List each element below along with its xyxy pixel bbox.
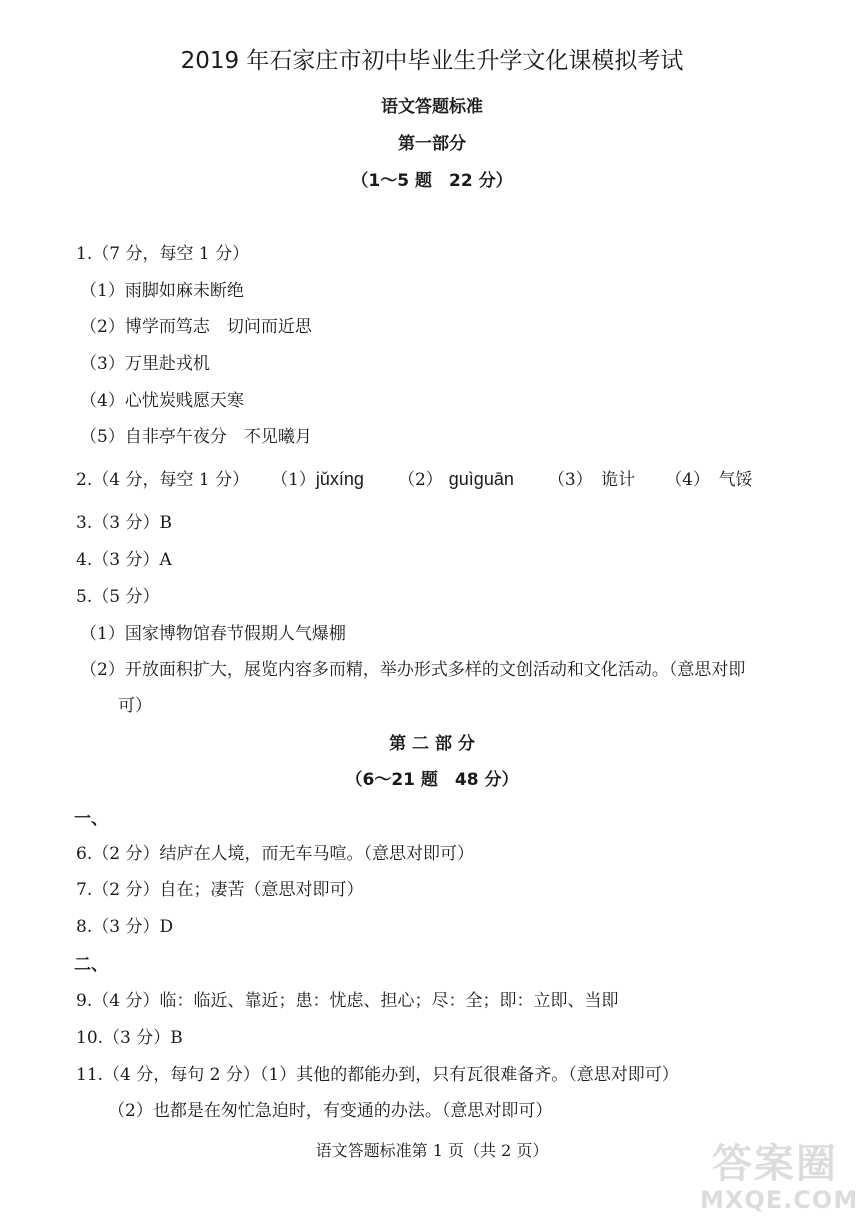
part1-title: 第一部分 — [398, 134, 466, 154]
q10-answer: 10.（3 分）B — [76, 1028, 183, 1048]
q5-head: 5.（5 分） — [76, 587, 160, 607]
q6-answer: 6.（2 分）结庐在人境，而无车马喧。（意思对即可） — [76, 844, 474, 864]
q2-answer-1-pinyin: jǔxíng — [315, 469, 364, 489]
watermark-main-text: 答案圈 — [712, 1141, 838, 1187]
q2-line — [76, 468, 753, 491]
q1-item-4: （4）心忧炭贱愿天寒 — [80, 391, 244, 411]
q2-head: 2.（4 分，每空 1 分） — [76, 470, 250, 490]
q2-answer-2-pinyin: guìguān — [448, 469, 514, 489]
q7-answer: 7.（2 分）自在；凄苦（意思对即可） — [76, 880, 364, 900]
q5-item-1: （1）国家博物馆春节假期人气爆棚 — [80, 624, 346, 644]
q1-head: 1.（7 分，每空 1 分） — [76, 244, 250, 264]
q8-answer: 8.（3 分）D — [76, 917, 174, 937]
part2-range: （6～21 题 48 分） — [345, 770, 519, 790]
q1-item-5: （5）自非亭午夜分 不见曦月 — [80, 427, 312, 447]
q1-item-3: （3）万里赴戎机 — [80, 354, 210, 374]
page-footer: 语文答题标准第 1 页（共 2 页） — [315, 1141, 549, 1160]
q11-line-1: 11.（4 分，每句 2 分）（1）其他的都能办到，只有瓦很难备齐。（意思对即可） — [76, 1065, 679, 1085]
q2-answer-3: （3） 诡计 — [547, 470, 636, 490]
q2-answer-4: （4） 气馁 — [665, 470, 753, 490]
watermark-site-text: MXQE.COM — [700, 1186, 859, 1214]
q2-answer-2-label: （2） — [397, 470, 443, 490]
q5-item-2-line-2: 可） — [118, 696, 152, 716]
section-2-heading: 二、 — [74, 955, 108, 975]
part2-title: 第 二 部 分 — [389, 734, 475, 754]
q1-item-1: （1）雨脚如麻未断绝 — [80, 281, 244, 301]
q2-answer-1-label: （1） — [271, 470, 316, 490]
q9-answer: 9.（4 分）临：临近、靠近；患：忧虑、担心；尽：全；即：立即、当即 — [76, 991, 619, 1011]
document-title: 2019 年石家庄市初中毕业生升学文化课模拟考试 — [180, 48, 684, 74]
document-subtitle: 语文答题标准 — [381, 97, 483, 117]
section-1-heading: 一、 — [74, 809, 108, 829]
q3-answer: 3.（3 分）B — [76, 513, 172, 533]
q1-item-2: （2）博学而笃志 切问而近思 — [80, 317, 312, 337]
q5-item-2-line-1: （2）开放面积扩大，展览内容多而精，举办形式多样的文创活动和文化活动。（意思对即 — [80, 660, 746, 680]
q11-line-2: （2）也都是在匆忙急迫时，有变通的办法。（意思对即可） — [108, 1101, 553, 1121]
part1-range: （1～5 题 22 分） — [351, 171, 513, 191]
q4-answer: 4.（3 分）A — [76, 550, 172, 570]
